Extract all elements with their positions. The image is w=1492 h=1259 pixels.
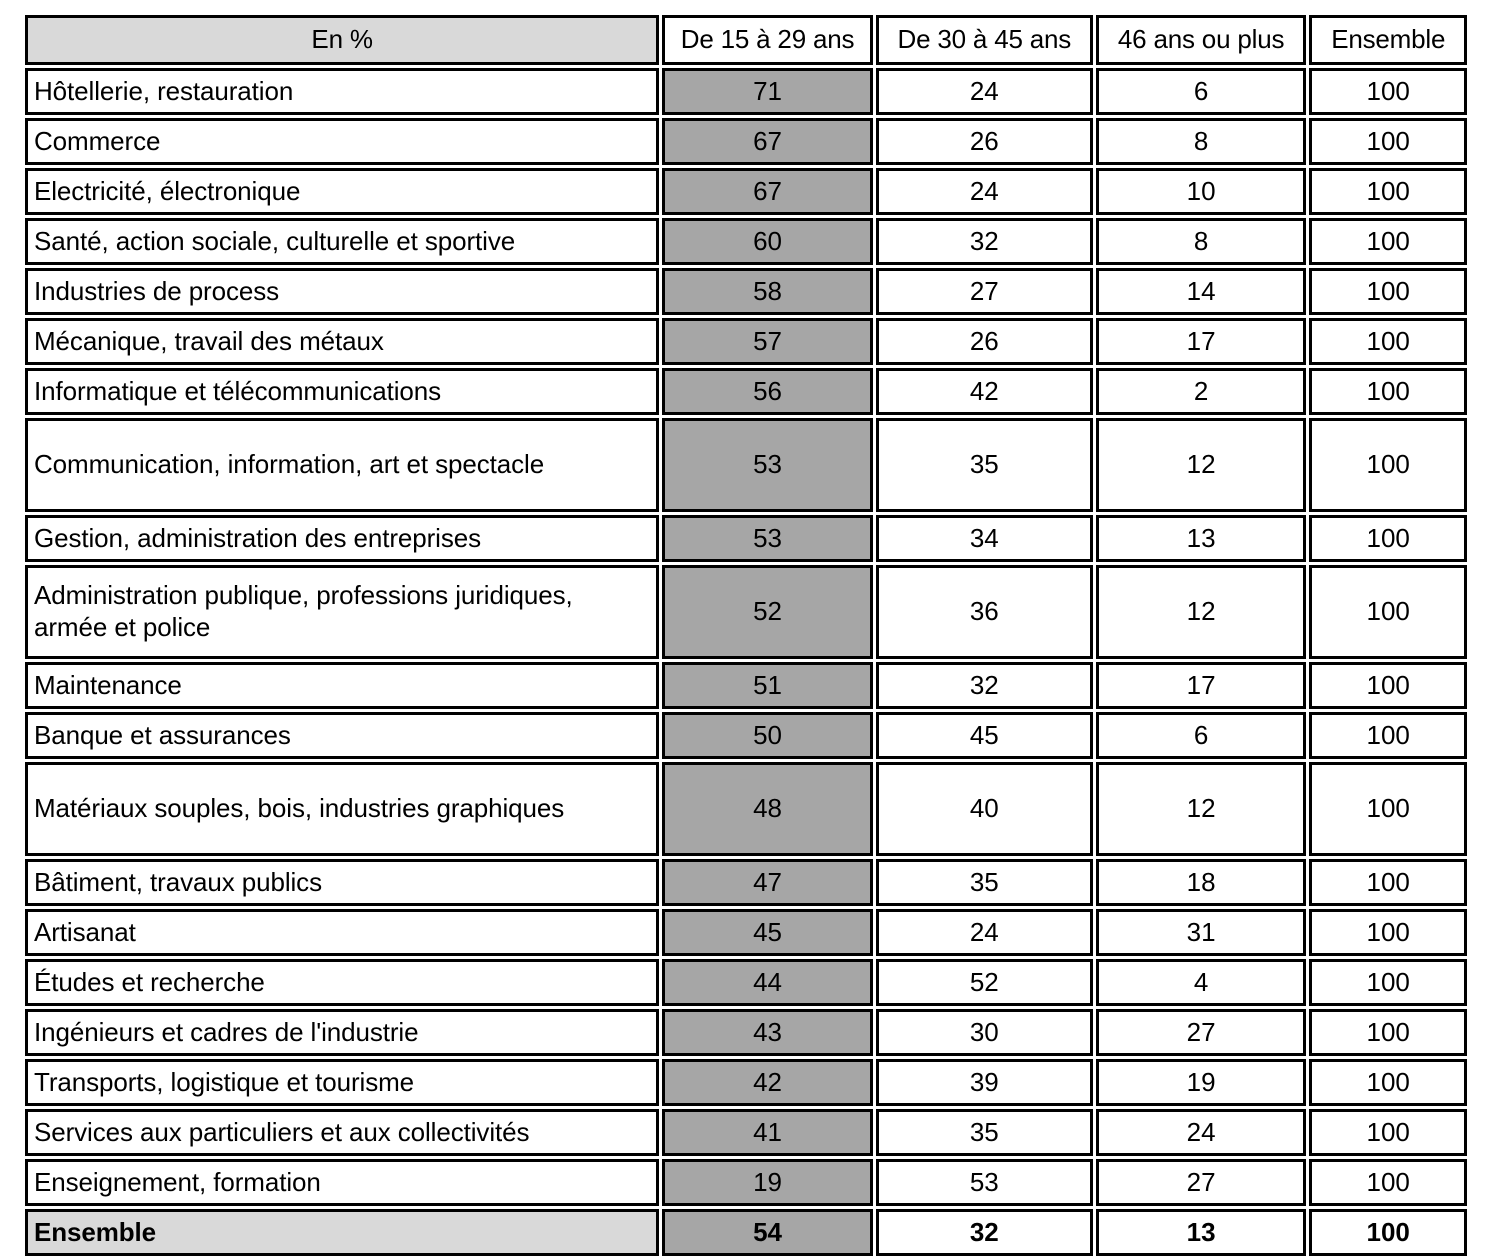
row-label: Mécanique, travail des métaux: [25, 318, 659, 365]
row-label: Ingénieurs et cadres de l'industrie: [25, 1009, 659, 1056]
table-row: [25, 909, 1467, 956]
cell-age-15-29: 60: [662, 218, 873, 265]
cell-age-46-plus: 6: [1096, 68, 1307, 115]
column-header-mid: De 30 à 45 ans: [876, 15, 1093, 65]
cell-age-46-plus: 2: [1096, 368, 1307, 415]
cell-total: 100: [1309, 1009, 1467, 1056]
cell-age-46-plus: 13: [1096, 515, 1307, 562]
cell-age-15-29: 41: [662, 1109, 873, 1156]
total-cell-age-46-plus: 13: [1096, 1209, 1307, 1256]
cell-age-30-45: 32: [876, 218, 1093, 265]
total-cell-total: 100: [1309, 1209, 1467, 1256]
row-label: Artisanat: [25, 909, 659, 956]
cell-age-15-29: 71: [662, 68, 873, 115]
total-cell-age-30-45: 32: [876, 1209, 1093, 1256]
column-header-total: Ensemble: [1309, 15, 1467, 65]
table-body: [25, 68, 1467, 1256]
cell-age-15-29: 44: [662, 959, 873, 1006]
column-header-label: En %: [25, 15, 659, 65]
cell-total: 100: [1309, 368, 1467, 415]
cell-age-46-plus: 8: [1096, 118, 1307, 165]
table-row: [25, 712, 1467, 759]
cell-age-46-plus: 12: [1096, 565, 1307, 659]
cell-age-30-45: 45: [876, 712, 1093, 759]
table-row: [25, 565, 1467, 659]
cell-age-46-plus: 12: [1096, 762, 1307, 856]
cell-age-15-29: 47: [662, 859, 873, 906]
cell-age-30-45: 34: [876, 515, 1093, 562]
cell-age-15-29: 52: [662, 565, 873, 659]
table-row: [25, 418, 1467, 512]
cell-age-30-45: 40: [876, 762, 1093, 856]
cell-age-46-plus: 24: [1096, 1109, 1307, 1156]
age-distribution-table: [22, 12, 1470, 1259]
cell-total: 100: [1309, 1059, 1467, 1106]
cell-age-15-29: 53: [662, 418, 873, 512]
cell-total: 100: [1309, 118, 1467, 165]
row-label: Transports, logistique et tourisme: [25, 1059, 659, 1106]
column-header-old: 46 ans ou plus: [1096, 15, 1307, 65]
cell-total: 100: [1309, 418, 1467, 512]
cell-age-46-plus: 27: [1096, 1009, 1307, 1056]
cell-age-46-plus: 18: [1096, 859, 1307, 906]
cell-age-46-plus: 27: [1096, 1159, 1307, 1206]
table-row: [25, 118, 1467, 165]
table-row: [25, 1159, 1467, 1206]
cell-age-46-plus: 17: [1096, 318, 1307, 365]
row-label: Electricité, électronique: [25, 168, 659, 215]
cell-total: 100: [1309, 859, 1467, 906]
cell-total: 100: [1309, 68, 1467, 115]
table-header: [25, 15, 1467, 65]
cell-age-30-45: 24: [876, 68, 1093, 115]
cell-age-30-45: 24: [876, 168, 1093, 215]
cell-age-46-plus: 4: [1096, 959, 1307, 1006]
table-row: [25, 662, 1467, 709]
cell-age-15-29: 57: [662, 318, 873, 365]
cell-total: 100: [1309, 959, 1467, 1006]
cell-age-30-45: 35: [876, 418, 1093, 512]
cell-total: 100: [1309, 909, 1467, 956]
cell-age-30-45: 36: [876, 565, 1093, 659]
cell-age-15-29: 45: [662, 909, 873, 956]
cell-total: 100: [1309, 268, 1467, 315]
cell-age-30-45: 42: [876, 368, 1093, 415]
table-row: [25, 1009, 1467, 1056]
cell-age-46-plus: 6: [1096, 712, 1307, 759]
column-header-young: De 15 à 29 ans: [662, 15, 873, 65]
table-row: [25, 368, 1467, 415]
table-row: [25, 762, 1467, 856]
row-label: Matériaux souples, bois, industries graphiques: [25, 762, 659, 856]
cell-age-15-29: 50: [662, 712, 873, 759]
cell-age-15-29: 67: [662, 118, 873, 165]
cell-age-30-45: 30: [876, 1009, 1093, 1056]
cell-age-15-29: 53: [662, 515, 873, 562]
cell-age-46-plus: 17: [1096, 662, 1307, 709]
cell-total: 100: [1309, 565, 1467, 659]
cell-age-15-29: 48: [662, 762, 873, 856]
cell-age-15-29: 43: [662, 1009, 873, 1056]
cell-age-46-plus: 10: [1096, 168, 1307, 215]
cell-total: 100: [1309, 218, 1467, 265]
table-row: [25, 1059, 1467, 1106]
total-cell-age-15-29: 54: [662, 1209, 873, 1256]
row-label: Administration publique, professions juridiques, armée et police: [25, 565, 659, 659]
cell-age-30-45: 39: [876, 1059, 1093, 1106]
cell-age-15-29: 51: [662, 662, 873, 709]
cell-age-30-45: 53: [876, 1159, 1093, 1206]
cell-age-30-45: 24: [876, 909, 1093, 956]
cell-total: 100: [1309, 712, 1467, 759]
cell-age-30-45: 26: [876, 118, 1093, 165]
cell-age-15-29: 67: [662, 168, 873, 215]
cell-total: 100: [1309, 318, 1467, 365]
table-row: [25, 515, 1467, 562]
cell-age-30-45: 35: [876, 859, 1093, 906]
table-row: [25, 318, 1467, 365]
cell-age-15-29: 56: [662, 368, 873, 415]
cell-age-46-plus: 31: [1096, 909, 1307, 956]
cell-total: 100: [1309, 762, 1467, 856]
cell-age-15-29: 19: [662, 1159, 873, 1206]
row-label: Commerce: [25, 118, 659, 165]
table-total-row: [25, 1209, 1467, 1256]
cell-age-46-plus: 14: [1096, 268, 1307, 315]
row-label: Maintenance: [25, 662, 659, 709]
row-label: Enseignement, formation: [25, 1159, 659, 1206]
row-label: Santé, action sociale, culturelle et sportive: [25, 218, 659, 265]
total-row-label: Ensemble: [25, 1209, 659, 1256]
row-label: Industries de process: [25, 268, 659, 315]
table-row: [25, 168, 1467, 215]
table-row: [25, 268, 1467, 315]
table-row: [25, 218, 1467, 265]
cell-age-30-45: 52: [876, 959, 1093, 1006]
cell-total: 100: [1309, 1109, 1467, 1156]
row-label: Communication, information, art et spectacle: [25, 418, 659, 512]
row-label: Informatique et télécommunications: [25, 368, 659, 415]
row-label: Banque et assurances: [25, 712, 659, 759]
cell-total: 100: [1309, 1159, 1467, 1206]
cell-age-15-29: 42: [662, 1059, 873, 1106]
table-row: [25, 68, 1467, 115]
row-label: Gestion, administration des entreprises: [25, 515, 659, 562]
row-label: Études et recherche: [25, 959, 659, 1006]
cell-total: 100: [1309, 662, 1467, 709]
row-label: Services aux particuliers et aux collectivités: [25, 1109, 659, 1156]
cell-age-30-45: 32: [876, 662, 1093, 709]
table-row: [25, 1109, 1467, 1156]
cell-age-46-plus: 19: [1096, 1059, 1307, 1106]
cell-age-46-plus: 12: [1096, 418, 1307, 512]
cell-age-15-29: 58: [662, 268, 873, 315]
cell-age-30-45: 26: [876, 318, 1093, 365]
cell-age-30-45: 27: [876, 268, 1093, 315]
cell-total: 100: [1309, 515, 1467, 562]
table-row: [25, 959, 1467, 1006]
cell-total: 100: [1309, 168, 1467, 215]
table-row: [25, 859, 1467, 906]
cell-age-30-45: 35: [876, 1109, 1093, 1156]
row-label: Hôtellerie, restauration: [25, 68, 659, 115]
cell-age-46-plus: 8: [1096, 218, 1307, 265]
row-label: Bâtiment, travaux publics: [25, 859, 659, 906]
table-header-row: [25, 15, 1467, 65]
